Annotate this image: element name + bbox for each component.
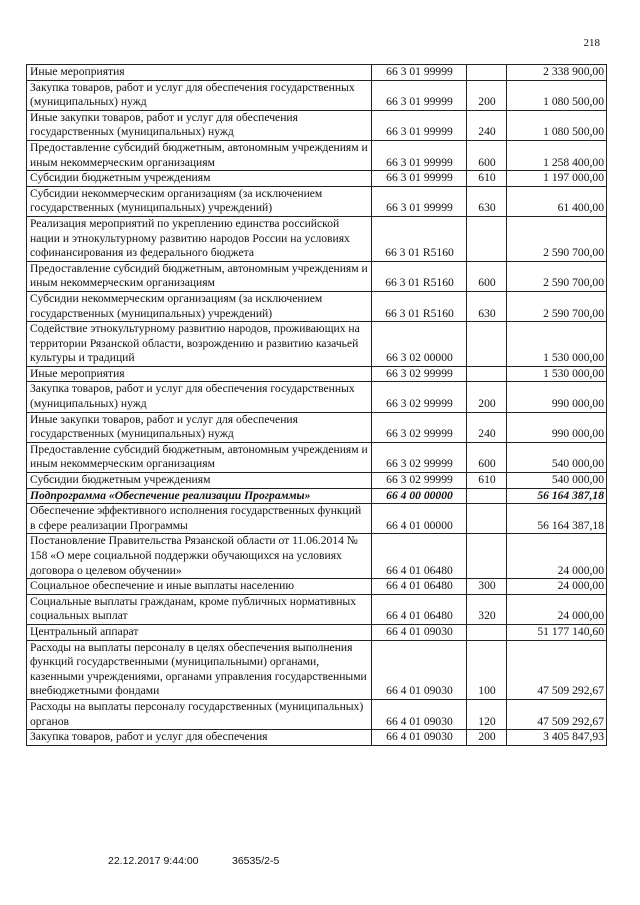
row-description: Расходы на выплаты персоналу в целях обеспечения выполнения функций государственными (муниципальными) органами, казенными учреждениями, органами управления государственными внебюджетными фондами xyxy=(27,640,372,699)
table-row xyxy=(27,640,607,699)
row-description: Иные мероприятия xyxy=(27,65,372,81)
row-amount: 47 509 292,67 xyxy=(507,699,607,729)
table-row xyxy=(27,442,607,472)
row-amount: 990 000,00 xyxy=(507,412,607,442)
row-amount: 1 080 500,00 xyxy=(507,80,607,110)
row-description: Социальное обеспечение и иные выплаты населению xyxy=(27,579,372,595)
table-row xyxy=(27,366,607,382)
row-description: Закупка товаров, работ и услуг для обеспечения xyxy=(27,730,372,746)
row-amount: 1 080 500,00 xyxy=(507,110,607,140)
row-description: Постановление Правительства Рязанской области от 11.06.2014 № 158 «О мере социальной поддержки обучающихся на условиях договора о целевом обучении» xyxy=(27,534,372,579)
row-expense-type xyxy=(467,216,507,261)
page-number: 218 xyxy=(583,37,600,49)
row-expense-type xyxy=(467,322,507,367)
table-row xyxy=(27,594,607,624)
row-target-code: 66 4 01 09030 xyxy=(372,730,467,746)
row-description: Субсидии бюджетным учреждениям xyxy=(27,171,372,187)
row-expense-type: 120 xyxy=(467,699,507,729)
row-expense-type: 100 xyxy=(467,640,507,699)
row-expense-type: 630 xyxy=(467,186,507,216)
row-amount: 47 509 292,67 xyxy=(507,640,607,699)
row-amount: 990 000,00 xyxy=(507,382,607,412)
table-row xyxy=(27,322,607,367)
table-row xyxy=(27,186,607,216)
table-row xyxy=(27,504,607,534)
table-row xyxy=(27,473,607,489)
row-target-code: 66 4 01 06480 xyxy=(372,579,467,595)
row-target-code: 66 3 01 99999 xyxy=(372,140,467,170)
row-amount: 51 177 140,60 xyxy=(507,624,607,640)
row-expense-type: 200 xyxy=(467,730,507,746)
row-expense-type: 610 xyxy=(467,473,507,489)
row-target-code: 66 4 01 09030 xyxy=(372,699,467,729)
table-row xyxy=(27,382,607,412)
row-expense-type xyxy=(467,624,507,640)
row-amount: 1 530 000,00 xyxy=(507,366,607,382)
row-amount: 56 164 387,18 xyxy=(507,504,607,534)
row-description: Реализация мероприятий по укреплению единства российской нации и этнокультурному развитию народов России на условиях софинансирования из федерального бюджета xyxy=(27,216,372,261)
row-amount: 1 530 000,00 xyxy=(507,322,607,367)
row-target-code: 66 3 02 99999 xyxy=(372,442,467,472)
row-expense-type: 240 xyxy=(467,412,507,442)
table-row xyxy=(27,140,607,170)
table-row xyxy=(27,624,607,640)
row-amount: 24 000,00 xyxy=(507,534,607,579)
table-row xyxy=(27,65,607,81)
print-timestamp: 22.12.2017 9:44:00 xyxy=(108,855,199,867)
row-target-code: 66 3 01 99999 xyxy=(372,80,467,110)
row-expense-type: 240 xyxy=(467,110,507,140)
row-expense-type xyxy=(467,366,507,382)
row-target-code: 66 4 01 09030 xyxy=(372,624,467,640)
row-description: Расходы на выплаты персоналу государственных (муниципальных) органов xyxy=(27,699,372,729)
budget-table xyxy=(26,64,607,746)
row-target-code: 66 4 01 00000 xyxy=(372,504,467,534)
row-amount: 1 258 400,00 xyxy=(507,140,607,170)
row-target-code: 66 3 02 99999 xyxy=(372,412,467,442)
row-amount: 1 197 000,00 xyxy=(507,171,607,187)
row-target-code: 66 4 00 00000 xyxy=(372,488,467,504)
row-description: Предоставление субсидий бюджетным, автономным учреждениям и иным некоммерческим организациям xyxy=(27,261,372,291)
row-amount: 2 590 700,00 xyxy=(507,291,607,321)
table-row xyxy=(27,488,607,504)
row-expense-type: 200 xyxy=(467,80,507,110)
budget-table-body xyxy=(27,65,607,746)
row-expense-type xyxy=(467,488,507,504)
row-expense-type: 630 xyxy=(467,291,507,321)
row-amount: 61 400,00 xyxy=(507,186,607,216)
row-description: Центральный аппарат xyxy=(27,624,372,640)
row-expense-type: 300 xyxy=(467,579,507,595)
row-description: Предоставление субсидий бюджетным, автономным учреждениям и иным некоммерческим организациям xyxy=(27,442,372,472)
row-target-code: 66 3 02 99999 xyxy=(372,473,467,489)
row-amount: 2 590 700,00 xyxy=(507,261,607,291)
table-row xyxy=(27,699,607,729)
row-description: Субсидии бюджетным учреждениям xyxy=(27,473,372,489)
row-description: Подпрограмма «Обеспечение реализации Программы» xyxy=(27,488,372,504)
row-target-code: 66 3 01 99999 xyxy=(372,186,467,216)
table-row xyxy=(27,534,607,579)
row-target-code: 66 4 01 06480 xyxy=(372,534,467,579)
row-target-code: 66 3 01 R5160 xyxy=(372,261,467,291)
table-row xyxy=(27,261,607,291)
row-description: Предоставление субсидий бюджетным, автономным учреждениям и иным некоммерческим организациям xyxy=(27,140,372,170)
row-description: Закупка товаров, работ и услуг для обеспечения государственных (муниципальных) нужд xyxy=(27,382,372,412)
row-amount: 540 000,00 xyxy=(507,473,607,489)
table-row xyxy=(27,291,607,321)
row-expense-type: 600 xyxy=(467,442,507,472)
table-row xyxy=(27,171,607,187)
row-expense-type xyxy=(467,504,507,534)
row-target-code: 66 3 01 99999 xyxy=(372,110,467,140)
row-expense-type: 610 xyxy=(467,171,507,187)
row-target-code: 66 3 02 00000 xyxy=(372,322,467,367)
row-expense-type: 200 xyxy=(467,382,507,412)
table-row xyxy=(27,579,607,595)
row-target-code: 66 3 01 R5160 xyxy=(372,291,467,321)
row-amount: 56 164 387,18 xyxy=(507,488,607,504)
row-expense-type: 320 xyxy=(467,594,507,624)
row-description: Субсидии некоммерческим организациям (за исключением государственных (муниципальных) учреждений) xyxy=(27,186,372,216)
row-amount: 2 590 700,00 xyxy=(507,216,607,261)
row-target-code: 66 3 01 99999 xyxy=(372,171,467,187)
row-description: Содействие этнокультурному развитию народов, проживающих на территории Рязанской области, возрождению и развитию казачьей культуры и традиций xyxy=(27,322,372,367)
row-target-code: 66 4 01 06480 xyxy=(372,594,467,624)
row-amount: 24 000,00 xyxy=(507,579,607,595)
row-target-code: 66 4 01 09030 xyxy=(372,640,467,699)
row-expense-type: 600 xyxy=(467,261,507,291)
table-row xyxy=(27,216,607,261)
row-description: Иные закупки товаров, работ и услуг для обеспечения государственных (муниципальных) нужд xyxy=(27,412,372,442)
table-row xyxy=(27,110,607,140)
row-description: Обеспечение эффективного исполнения государственных функций в сфере реализации Программы xyxy=(27,504,372,534)
row-description: Субсидии некоммерческим организациям (за исключением государственных (муниципальных) учреждений) xyxy=(27,291,372,321)
document-id: 36535/2-5 xyxy=(232,855,280,867)
row-target-code: 66 3 01 99999 xyxy=(372,65,467,81)
row-amount: 540 000,00 xyxy=(507,442,607,472)
row-amount: 3 405 847,93 xyxy=(507,730,607,746)
row-expense-type xyxy=(467,534,507,579)
row-amount: 2 338 900,00 xyxy=(507,65,607,81)
row-description: Иные закупки товаров, работ и услуг для обеспечения государственных (муниципальных) нужд xyxy=(27,110,372,140)
row-amount: 24 000,00 xyxy=(507,594,607,624)
row-target-code: 66 3 02 99999 xyxy=(372,382,467,412)
row-target-code: 66 3 02 99999 xyxy=(372,366,467,382)
row-description: Иные мероприятия xyxy=(27,366,372,382)
table-row xyxy=(27,80,607,110)
row-expense-type xyxy=(467,65,507,81)
table-row xyxy=(27,730,607,746)
row-target-code: 66 3 01 R5160 xyxy=(372,216,467,261)
row-description: Закупка товаров, работ и услуг для обеспечения государственных (муниципальных) нужд xyxy=(27,80,372,110)
row-description: Социальные выплаты гражданам, кроме публичных нормативных социальных выплат xyxy=(27,594,372,624)
table-row xyxy=(27,412,607,442)
row-expense-type: 600 xyxy=(467,140,507,170)
